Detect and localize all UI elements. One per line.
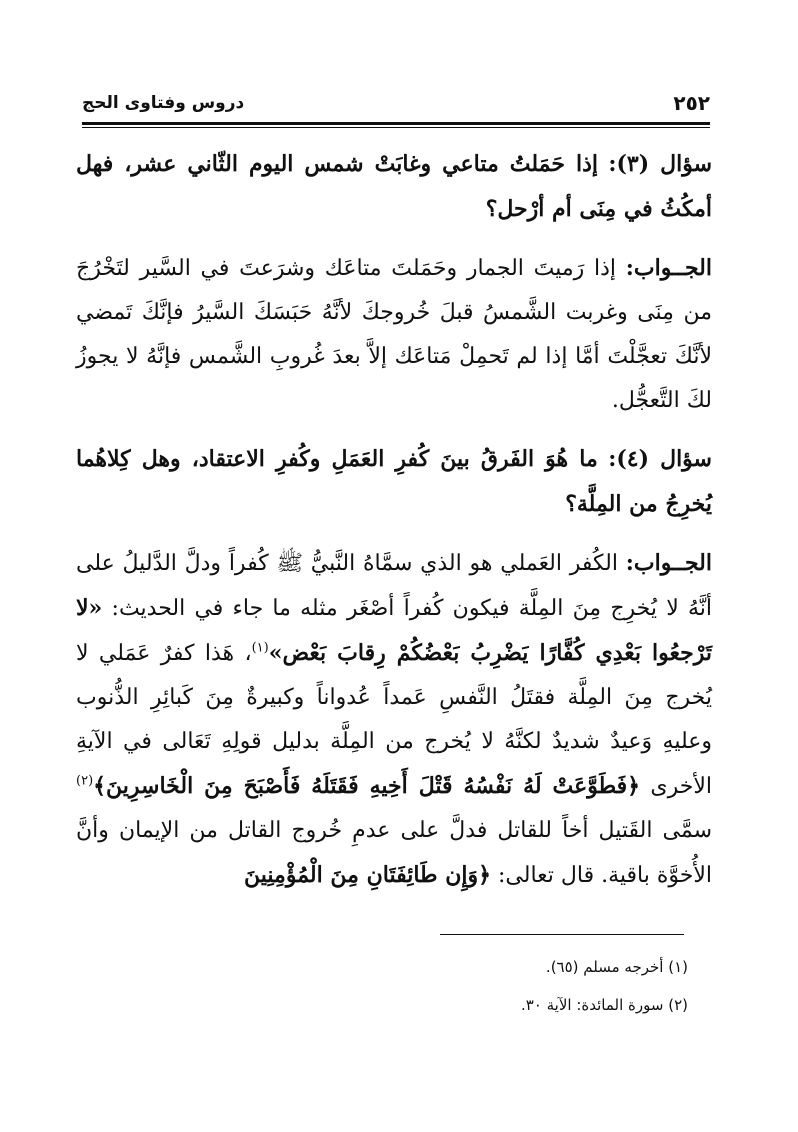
header-rule-thick: [82, 122, 710, 125]
quran-verse-1: ﴿فَطَوَّعَتْ لَهُ نَفْسُهُ قَتْلَ أَخِيهِ فَقَتَلَهُ فَأَصْبَحَ مِنَ الْخَاسِرِينَ﴾: [93, 773, 641, 799]
footnote-ref-1[interactable]: (١): [251, 640, 269, 656]
header-rule-thin: [82, 127, 710, 128]
answer-4-text-2: ، هَذا كفرٌ عَمَلي لا يُخرج مِنَ المِلَّة فقتَلُ النَّفسِ عَمداً عُدواناً وكبيرةٌ مِنَ كَبائِرِ الذُّنوب وعليهِ وَعيدٌ شديدٌ لكنَّهُ لا يُخرج من المِلَّة بدليل قولِهِ تَعَالى في الآيةِ الأخرى: [76, 641, 712, 799]
footnote-ref-2[interactable]: (٢): [76, 773, 94, 789]
footnote-1: (١) أخرجه مسلم (٦٥).: [545, 958, 688, 976]
answer-3: [76, 246, 712, 423]
question-3-text: إذا حَمَلتُ متاعي وغابَتْ شمس اليوم الثّاني عشر، فهل أمكُثُ في مِنَى أم أرْحل؟: [76, 151, 712, 222]
running-title: دروس وفتاوى الحج: [82, 93, 245, 113]
quran-verse-2: ﴿وَإِن طَائِفَتَانِ مِنَ الْمُؤْمِنِينَ: [244, 862, 491, 888]
question-4-label: سؤال (٤):: [608, 446, 712, 472]
answer-4-text-1: الكُفر العَملي هو الذي سمَّاهُ النَّبيُّ ﷺ كُفراً ودلَّ الدَّليلُ على أنَّهُ لا يُخرِج مِنَ المِلَّة فيكون كُفراً أصْغَر مثله ما جاء في الحديث:: [76, 551, 713, 621]
answer-3-label: الجــواب:: [625, 255, 712, 281]
footnote-separator: [440, 934, 684, 935]
answer-3-text: إذا رَميتَ الجمار وحَمَلتَ متاعَك وشرَعتَ في السَّير لتَخْرُجَ من مِنَى وغربت الشَّمسُ قبلَ خُروجكَ لأنَّهُ حَبَسَكَ السَّيرُ فإنَّكَ تَمضي لأنَّكَ تعجَّلْتَ أمَّا إذا لم تَحمِلْ مَتاعَك إلاَّ بعدَ غُروبِ الشَّمس فإنَّهُ لا يجوزُ لكَ التَّعجُّل.: [76, 256, 712, 413]
question-3-label: سؤال (٣):: [608, 151, 712, 177]
question-3: [76, 142, 712, 232]
footnotes: [268, 948, 688, 1024]
page-body: [76, 142, 712, 912]
page-number: ٢٥٢: [673, 91, 710, 115]
question-4-text: ما هُوَ الفَرقُ بينَ كُفرِ العَمَلِ وكُفرِ الاعتقاد، وهل كِلاهُما يُخرِجُ من المِلَّة؟: [76, 446, 712, 517]
footnote-2: (٢) سورة المائدة: الآية ٣٠.: [520, 996, 688, 1014]
answer-4-text-3: سمَّى القَتيل أخاً للقاتل فدلَّ على عدمِ خُروج القاتل من الإيمان وأنَّ الأُخوَّة باقية. قال تعالى:: [76, 818, 712, 888]
question-4: [76, 437, 712, 527]
answer-4: [76, 541, 712, 898]
hadith-quote: «لا تَرْجعُوا بَعْدِي كُفَّارًا يَضْرِبُ بَعْضُكُمْ رِقابَ بَعْض»: [76, 595, 712, 666]
page-header: [82, 90, 710, 116]
answer-4-label: الجــواب:: [625, 550, 712, 576]
